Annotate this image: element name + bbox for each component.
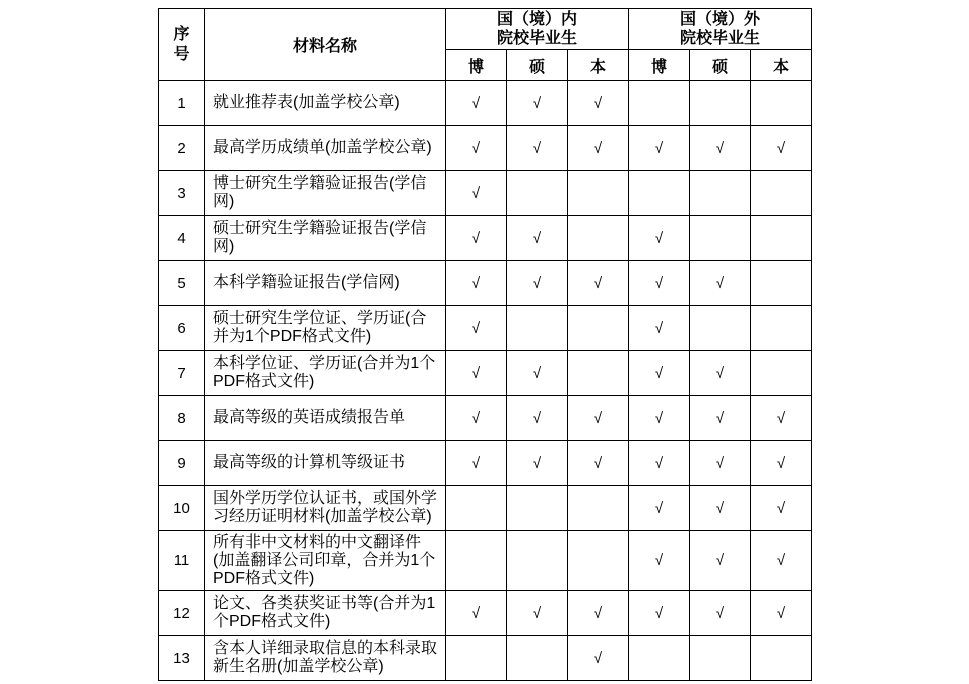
mark-domestic-phd: √ [446,396,507,441]
mark-domestic-phd [446,486,507,531]
mark-foreign-master: √ [690,531,751,591]
material-name-line: 硕士研究生学籍验证报告(学信 [213,220,427,237]
material-name-line: 网) [213,193,235,210]
mark-domestic-master: √ [507,216,568,261]
mark-domestic-bachelor: √ [568,81,629,126]
mark-domestic-bachelor: √ [568,591,629,636]
mark-foreign-master [690,171,751,216]
mark-domestic-phd: √ [446,171,507,216]
material-name [205,591,446,636]
material-name-line: 新生名册(加盖学校公章) [213,658,384,675]
mark-domestic-bachelor: √ [568,441,629,486]
mark-foreign-phd [629,171,690,216]
material-name-line: 最高学历成绩单(加盖学校公章) [213,139,432,156]
material-name-line: 论文、各类获奖证书等(合并为1 [213,595,436,612]
mark-foreign-phd: √ [629,486,690,531]
material-name [205,486,446,531]
mark-domestic-master [507,486,568,531]
material-name-line: 并为1个PDF格式文件) [213,328,372,345]
header-material-name: 材料名称 [205,9,446,81]
material-name [205,531,446,591]
mark-domestic-master [507,306,568,351]
mark-foreign-master: √ [690,261,751,306]
mark-domestic-phd [446,531,507,591]
mark-foreign-bachelor: √ [751,486,812,531]
material-name-line: 国外学历学位认证书，或国外学 [213,490,438,507]
mark-foreign-bachelor [751,216,812,261]
mark-foreign-bachelor: √ [751,531,812,591]
mark-foreign-phd: √ [629,531,690,591]
mark-domestic-master: √ [507,126,568,171]
mark-foreign-bachelor [751,171,812,216]
mark-foreign-master: √ [690,126,751,171]
material-name [205,306,446,351]
table-row [159,171,812,216]
mark-domestic-bachelor [568,216,629,261]
row-number: 13 [159,636,205,681]
mark-foreign-bachelor [751,261,812,306]
table-body [159,81,812,681]
mark-foreign-master: √ [690,591,751,636]
header-group-domestic [446,9,629,50]
mark-foreign-master: √ [690,441,751,486]
row-number: 1 [159,81,205,126]
mark-domestic-phd: √ [446,216,507,261]
material-name-line: 硕士研究生学位证、学历证(合 [213,310,427,327]
mark-foreign-master [690,636,751,681]
mark-foreign-phd: √ [629,351,690,396]
mark-foreign-phd: √ [629,591,690,636]
header-foreign-phd: 博 [629,50,690,81]
mark-domestic-bachelor: √ [568,261,629,306]
mark-foreign-phd [629,636,690,681]
material-name-line: 最高等级的计算机等级证书 [213,454,406,471]
material-name-line: 网) [213,238,235,255]
mark-foreign-bachelor [751,351,812,396]
row-number: 8 [159,396,205,441]
mark-foreign-master: √ [690,396,751,441]
mark-domestic-phd [446,636,507,681]
header-group-foreign [629,9,812,50]
header-row-groups [159,9,812,50]
table-row [159,591,812,636]
mark-domestic-bachelor: √ [568,396,629,441]
mark-domestic-phd: √ [446,306,507,351]
mark-foreign-bachelor: √ [751,126,812,171]
table-row [159,636,812,681]
material-name-line: 本科学籍验证报告(学信网) [213,274,400,291]
mark-foreign-master [690,216,751,261]
material-name [205,351,446,396]
mark-foreign-bachelor [751,81,812,126]
row-number: 6 [159,306,205,351]
header-domestic-phd: 博 [446,50,507,81]
table-row [159,126,812,171]
header-group-foreign-line1: 国（境）外 [680,11,761,28]
row-number: 11 [159,531,205,591]
material-name-line: 最高等级的英语成绩报告单 [213,409,406,426]
row-number: 12 [159,591,205,636]
row-number: 10 [159,486,205,531]
mark-domestic-bachelor: √ [568,126,629,171]
row-number: 4 [159,216,205,261]
mark-domestic-master: √ [507,351,568,396]
header-domestic-bachelor: 本 [568,50,629,81]
mark-foreign-phd: √ [629,216,690,261]
material-name [205,441,446,486]
row-number: 2 [159,126,205,171]
header-foreign-bachelor: 本 [751,50,812,81]
mark-foreign-master: √ [690,486,751,531]
material-name [205,81,446,126]
material-name [205,171,446,216]
mark-domestic-bachelor [568,171,629,216]
mark-domestic-bachelor [568,351,629,396]
material-name-line: PDF格式文件) [213,373,315,390]
mark-domestic-phd: √ [446,81,507,126]
material-name-line: PDF格式文件) [213,569,315,587]
material-name-line: 习经历证明材料(加盖学校公章) [213,508,432,525]
table-row [159,486,812,531]
material-name [205,636,446,681]
mark-foreign-master [690,306,751,351]
mark-domestic-master: √ [507,591,568,636]
header-group-domestic-line2: 院校毕业生 [497,30,578,47]
mark-domestic-phd: √ [446,126,507,171]
table-row [159,396,812,441]
mark-foreign-master: √ [690,351,751,396]
mark-foreign-phd: √ [629,306,690,351]
header-foreign-master: 硕 [690,50,751,81]
table-row [159,531,812,591]
mark-domestic-master: √ [507,396,568,441]
header-domestic-master: 硕 [507,50,568,81]
table-header [159,9,812,81]
material-name [205,126,446,171]
material-name-line: 个PDF格式文件) [213,613,331,630]
mark-domestic-phd: √ [446,351,507,396]
material-name-line: 本科学位证、学历证(合并为1个 [213,355,436,372]
material-name-line: 就业推荐表(加盖学校公章) [213,94,400,111]
material-name-line: (加盖翻译公司印章，合并为1个 [213,551,436,569]
mark-foreign-phd: √ [629,441,690,486]
material-name [205,216,446,261]
row-number: 9 [159,441,205,486]
table-row [159,261,812,306]
material-name [205,261,446,306]
table-row [159,351,812,396]
mark-domestic-bachelor [568,486,629,531]
mark-foreign-bachelor: √ [751,396,812,441]
material-name-line: 所有非中文材料的中文翻译件 [213,533,422,551]
mark-domestic-master: √ [507,441,568,486]
mark-foreign-phd: √ [629,396,690,441]
material-name [205,396,446,441]
mark-foreign-master [690,81,751,126]
materials-table [158,8,812,681]
table-row [159,81,812,126]
table-row [159,306,812,351]
mark-domestic-master: √ [507,81,568,126]
mark-domestic-phd: √ [446,261,507,306]
mark-foreign-bachelor: √ [751,441,812,486]
mark-foreign-bachelor [751,636,812,681]
mark-domestic-master [507,636,568,681]
mark-foreign-phd [629,81,690,126]
mark-foreign-bachelor: √ [751,591,812,636]
mark-foreign-phd: √ [629,261,690,306]
mark-domestic-bachelor [568,306,629,351]
mark-domestic-bachelor [568,531,629,591]
header-index [159,9,205,81]
header-group-foreign-line2: 院校毕业生 [680,30,761,47]
mark-foreign-phd: √ [629,126,690,171]
mark-domestic-master [507,531,568,591]
mark-domestic-bachelor: √ [568,636,629,681]
mark-domestic-phd: √ [446,591,507,636]
material-name-line: 含本人详细录取信息的本科录取 [213,640,438,657]
header-group-domestic-line1: 国（境）内 [497,11,578,28]
mark-domestic-phd: √ [446,441,507,486]
row-number: 5 [159,261,205,306]
table-row [159,441,812,486]
table-row [159,216,812,261]
mark-domestic-master: √ [507,261,568,306]
mark-foreign-bachelor [751,306,812,351]
material-name-line: 博士研究生学籍验证报告(学信 [213,175,427,192]
mark-domestic-master [507,171,568,216]
row-number: 7 [159,351,205,396]
header-index-label: 序号 [173,25,190,63]
row-number: 3 [159,171,205,216]
